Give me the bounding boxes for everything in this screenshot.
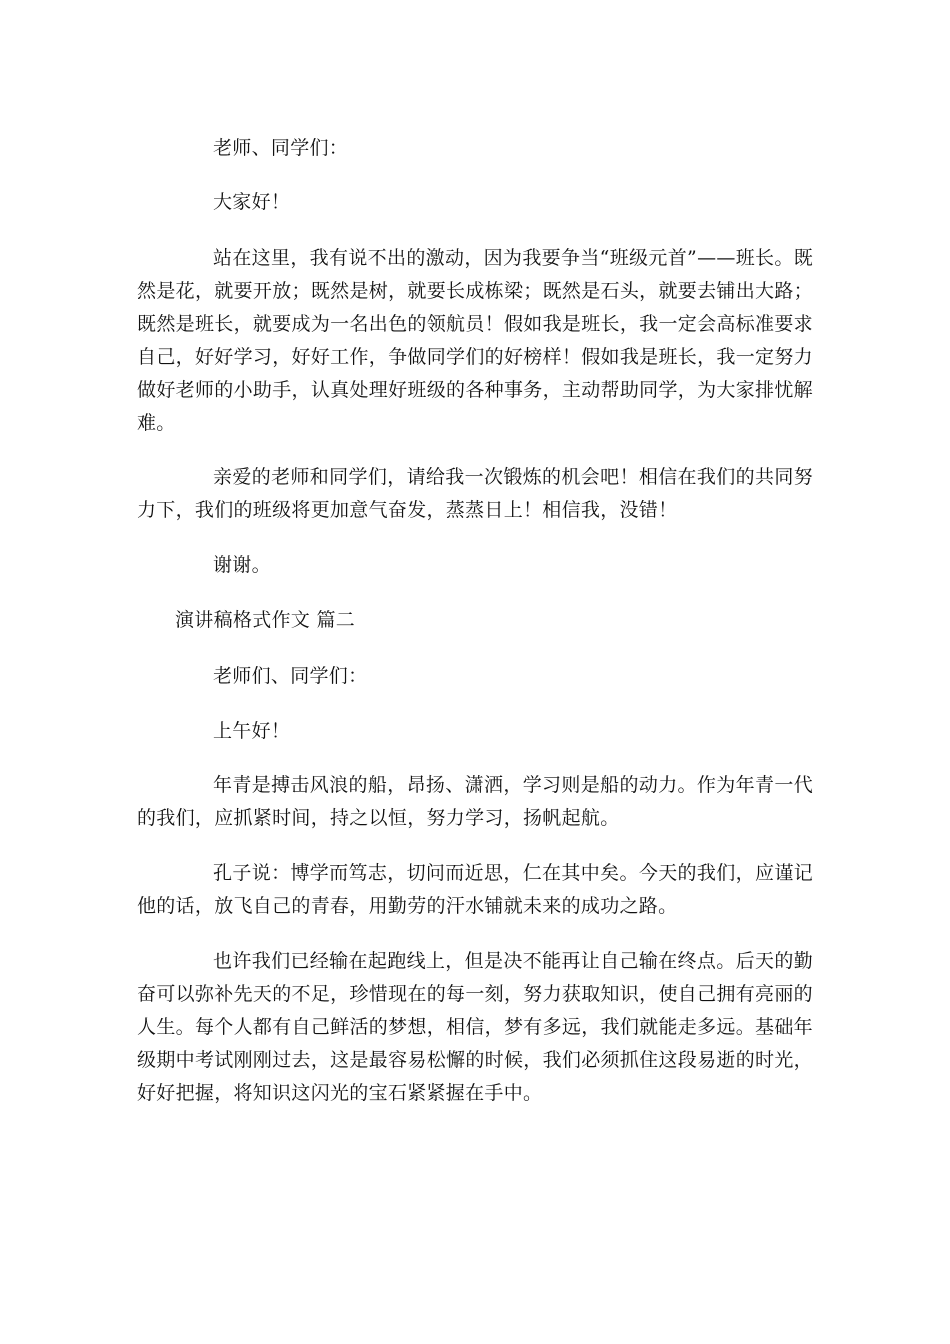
section-title: 演讲稿格式作文 篇二 <box>175 609 356 631</box>
paragraph-3: 年青是搏击风浪的船，昂扬、潇洒，学习则是船的动力。作为年青一代的我们，应抓紧时间，持之以恒，努力学习，扬帆起航。 <box>137 774 813 829</box>
paragraph-1: 站在这里，我有说不出的激动，因为我要争当“班级元首”——班长。既然是花，就要开放；既然是树，就要长成栋梁；既然是石头，就要去铺出大路；既然是班长，就要成为一名出色的领航员！假如我是班长，我一定会高标准要求自己，好好学习，好好工作，争做同学们的好榜样！假如我是班长，我一定努力做好老师的小助手，认真处理好班级的各种事务，主动帮助同学，为大家排忧解难。 <box>137 247 813 434</box>
closing-thanks: 谢谢。 <box>213 554 271 576</box>
greeting-2: 上午好！ <box>213 720 291 742</box>
salutation-2: 老师们、同学们： <box>213 665 368 687</box>
greeting-1: 大家好！ <box>213 191 291 213</box>
paragraph-2: 亲爱的老师和同学们，请给我一次锻炼的机会吧！相信在我们的共同努力下，我们的班级将更加意气奋发，蒸蒸日上！相信我，没错！ <box>137 466 813 521</box>
paragraph-4: 孔子说：博学而笃志，切问而近思，仁在其中矣。今天的我们，应谨记他的话，放飞自己的青春，用勤劳的汗水铺就未来的成功之路。 <box>137 862 813 917</box>
salutation-1: 老师、同学们： <box>213 137 349 159</box>
paragraph-5: 也许我们已经输在起跑线上，但是决不能再让自己输在终点。后天的勤奋可以弥补先天的不足，珍惜现在的每一刻，努力获取知识，使自己拥有亮丽的人生。每个人都有自己鲜活的梦想，相信，梦有多远，我们就能走多远。基础年级期中考试刚刚过去，这是最容易松懈的时候，我们必须抓住这段易逝的时光，好好把握，将知识这闪光的宝石紧紧握在手中。 <box>137 950 813 1104</box>
